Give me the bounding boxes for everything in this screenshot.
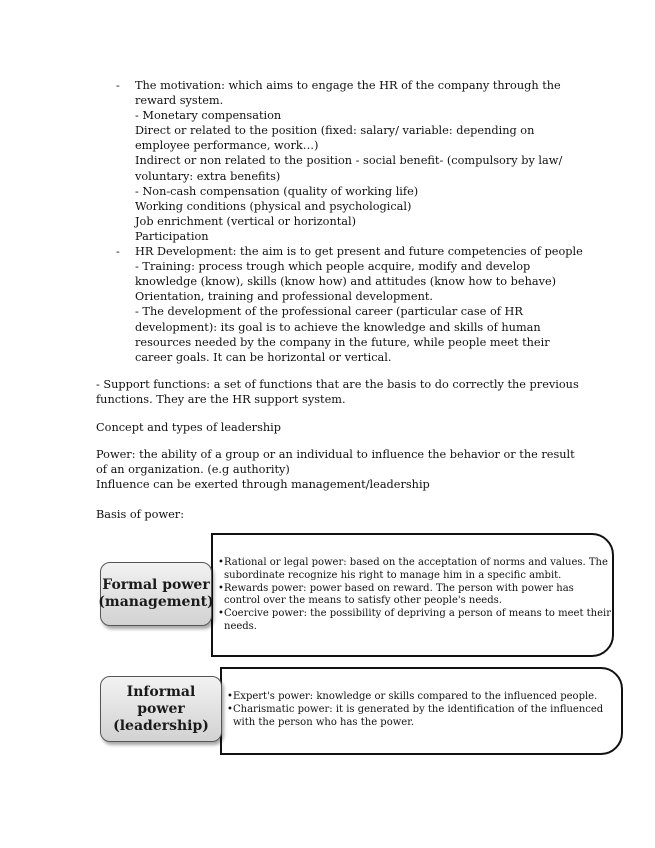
bullet-item (227, 704, 611, 730)
list-dash: - (116, 79, 120, 92)
list-dash: - (116, 245, 120, 259)
text-line: resources needed by the company in the future, while people meet their (135, 335, 550, 349)
text-line: • Coercive power: the possibility of depriving a person of means to meet their (224, 608, 612, 620)
concept-heading: Concept and types of leadership (96, 421, 281, 434)
text-line: Job enrichment (vertical or horizontal) (135, 214, 357, 228)
text-line: with the person who has the power. (233, 716, 415, 728)
formal-power-box (211, 533, 614, 657)
text-line: Orientation, training and professional development. (135, 290, 433, 304)
label-line: Informal power (126, 683, 196, 717)
text-line: - Monetary compensation (135, 109, 282, 123)
text-line: career goals. It can be horizontal or vertical. (135, 350, 392, 364)
formal-power-label (100, 562, 212, 626)
text-line: development): its goal is to achieve the knowledge and skills of human (135, 320, 541, 334)
text-line: control over the means to satisfy other people's needs. (224, 595, 502, 607)
text-line: Indirect or non related to the position - social benefit- (compulsory by law/ (135, 154, 563, 168)
informal-power-label (100, 676, 222, 742)
list-item-motivation (116, 78, 586, 244)
text-line: Working conditions (physical and psychological) (135, 199, 412, 213)
text-line: of an organization. (e.g authority) (96, 463, 290, 477)
bullet-item (218, 557, 608, 583)
label-line: Formal power (102, 577, 210, 593)
hr-functions-list (116, 78, 586, 365)
text-line: employee performance, work…) (135, 139, 319, 153)
text-line: - Training: process trough which people acquire, modify and develop (135, 260, 531, 274)
text-line: HR Development: the aim is to get present and future competencies of people (135, 245, 583, 259)
text-line: • Expert's power: knowledge or skills compared to the influenced people. (233, 691, 598, 702)
text-line: knowledge (know), skills (know how) and attitudes (know how to behave) (135, 275, 557, 289)
text-line: Participation (135, 229, 209, 243)
bullet-item (227, 691, 611, 704)
text-line: - Support functions: a set of functions that are the basis to do correctly the previous (96, 378, 579, 391)
text-line: Influence can be exerted through management/leadership (96, 478, 430, 492)
label-line: (leadership) (113, 717, 209, 734)
text-line: Power: the ability of a group or an individual to influence the behavior or the result (96, 448, 575, 461)
informal-power-box (220, 667, 623, 755)
text-line: needs. (224, 620, 257, 632)
bullet-item (218, 583, 602, 609)
list-item-hr-development (116, 244, 586, 365)
text-line: reward system. (135, 94, 224, 108)
support-functions-paragraph (96, 377, 579, 407)
bullet-item (218, 608, 612, 634)
power-paragraph (96, 447, 575, 492)
text-line: subordinate recognize his right to manage him in a specific ambit. (224, 569, 562, 581)
text-line: - Non-cash compensation (quality of working life) (135, 184, 419, 198)
basis-heading: Basis of power: (96, 508, 185, 521)
text-line: Direct or related to the position (fixed: salary/ variable: depending on (135, 124, 535, 138)
text-line: - The development of the professional career (particular case of HR (135, 305, 523, 319)
label-line: (management) (98, 594, 214, 610)
text-line: functions. They are the HR support system. (96, 393, 346, 407)
text-line: • Rewards power: power based on reward. The person with power has (224, 582, 574, 594)
text-line: • Rational or legal power: based on the acceptation of norms and values. The (224, 557, 608, 568)
text-line: voluntary: extra benefits) (135, 169, 281, 183)
text-line: • Charismatic power: it is generated by the identification of the influenced (233, 703, 604, 715)
text-line: The motivation: which aims to engage the HR of the company through the (135, 79, 561, 92)
